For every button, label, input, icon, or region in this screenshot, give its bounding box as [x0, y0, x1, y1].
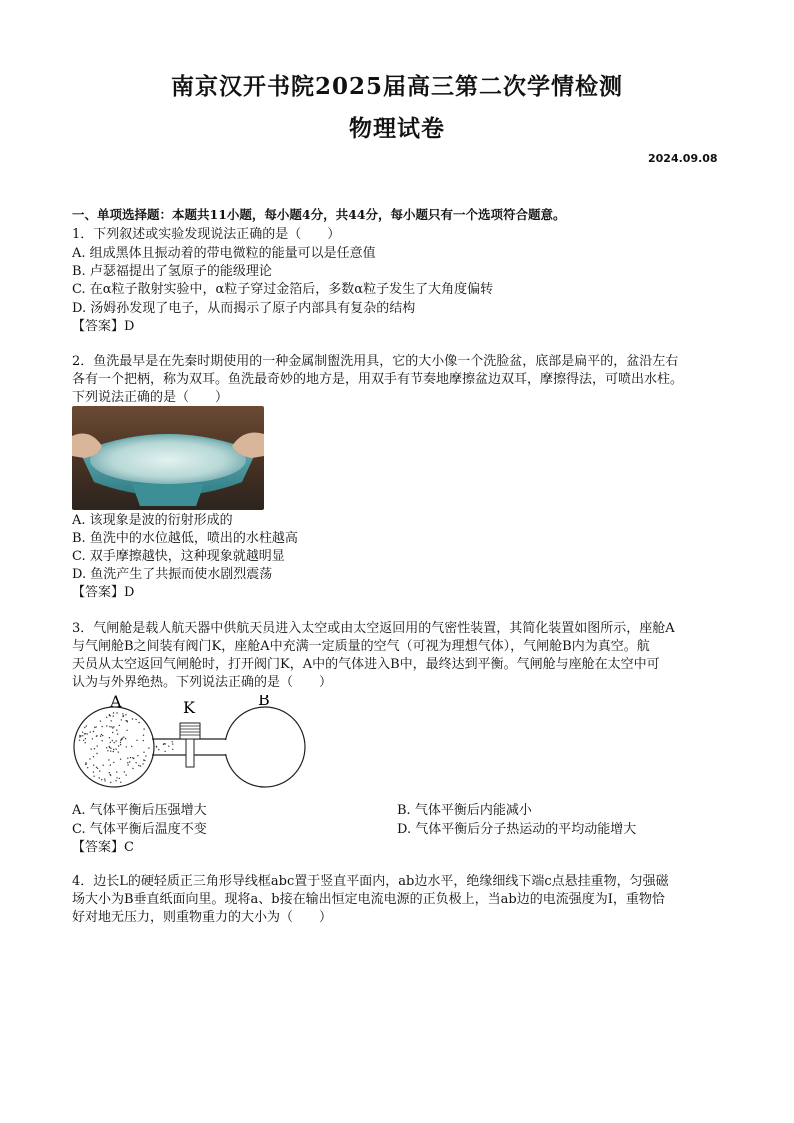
gas-particle	[92, 738, 93, 739]
gas-particle	[110, 782, 111, 783]
q2-stem-line-2: 各有一个把柄，称为双耳。鱼洗最奇妙的地方是，用双手有节奏地摩擦盆边双耳，摩擦得法，可喷出水柱。	[72, 372, 684, 387]
gas-particle	[143, 740, 144, 741]
gas-particle	[140, 765, 141, 766]
gas-particle	[120, 744, 121, 745]
gas-particle	[119, 778, 120, 779]
gas-particle	[85, 738, 86, 739]
gas-particle	[82, 735, 83, 736]
gas-particle	[116, 712, 117, 713]
gas-particle	[82, 732, 83, 733]
gas-particle	[104, 778, 105, 779]
gas-particle	[109, 737, 110, 738]
q2-option-b: B. 鱼洗中的水位越低，喷出的水柱越高	[72, 531, 298, 546]
gas-particle	[118, 745, 119, 746]
chamber-a	[74, 707, 154, 787]
gas-particle	[84, 727, 85, 728]
q3-stem-line-4: 认为与外界绝热。下列说法正确的是（ ）	[72, 675, 333, 690]
q2-option-a: A. 该现象是波的衍射形成的	[72, 513, 233, 528]
gas-particle	[122, 713, 123, 714]
gas-particle	[79, 735, 80, 736]
gas-particle	[109, 746, 110, 747]
gas-particle	[106, 717, 107, 718]
airlock-diagram	[72, 695, 312, 805]
gas-particle	[109, 726, 110, 727]
gas-particle	[163, 744, 164, 745]
gas-particle	[99, 770, 100, 771]
q3-stem-line-1: 3．气闸舱是载人航天器中供航天员进入太空或由太空返回用的气密性装置，其简化装置如图所示，座舱A	[72, 621, 675, 636]
gas-particle	[97, 768, 98, 769]
gas-particle	[122, 738, 123, 739]
gas-particle	[127, 721, 128, 722]
gas-particle	[101, 734, 102, 735]
gas-particle	[125, 714, 126, 715]
gas-particle	[100, 736, 101, 737]
gas-particle	[113, 715, 114, 716]
gas-particle	[99, 777, 100, 778]
gas-particle	[132, 768, 133, 769]
label-a: A	[110, 695, 122, 711]
gas-particle	[112, 740, 113, 741]
gas-particle	[118, 751, 119, 752]
gas-particle	[111, 720, 112, 721]
gas-particle	[120, 759, 121, 760]
airlock-figure	[72, 695, 312, 805]
gas-particle	[106, 747, 107, 748]
q1-answer: 【答案】D	[72, 319, 135, 334]
gas-particle	[101, 779, 102, 780]
gas-particle	[84, 733, 85, 734]
gas-particle	[172, 741, 173, 742]
q4-stem-line-1: 4．边长L的硬轻质正三角形导线框abc置于竖直平面内，ab边水平，绝缘细线下端c点悬挂重物，匀强磁	[72, 874, 669, 889]
gas-particle	[96, 753, 97, 754]
gas-particle	[115, 748, 116, 749]
gas-particle	[138, 722, 139, 723]
exam-title: 南京汉开书院2025届高三第二次学情检测	[170, 73, 623, 100]
gas-particle	[93, 756, 94, 757]
gas-particle	[148, 747, 149, 748]
gas-particle	[113, 762, 114, 763]
gas-particle	[129, 761, 130, 762]
section-heading: 一、单项选择题：本题共11小题，每小题4分，共44分，每小题只有一个选项符合题意。	[72, 207, 566, 222]
gas-particle	[87, 767, 88, 768]
gas-particle	[87, 733, 88, 734]
q2-option-c: C. 双手摩擦越快，这种现象就越明显	[72, 549, 285, 564]
gas-particle	[96, 735, 97, 736]
gas-particle	[144, 760, 145, 761]
gas-particle	[83, 740, 84, 741]
gas-particle	[116, 777, 117, 778]
q2-stem-line-3: 下列说法正确的是（ ）	[72, 390, 229, 405]
gas-particle	[122, 716, 123, 717]
gas-particle	[143, 752, 144, 753]
fish-basin-illustration	[72, 406, 264, 510]
gas-particle	[158, 749, 159, 750]
gas-particle	[97, 745, 98, 746]
gas-particle	[102, 735, 103, 736]
gas-particle	[94, 748, 95, 749]
label-k: K	[183, 698, 195, 717]
q2-stem-line-1: 2．鱼洗最早是在先秦时期使用的一种金属制盥洗用具，它的大小像一个洗脸盆，底部是扁平的，盆沿左右	[72, 354, 679, 369]
gas-particle	[156, 746, 157, 747]
gas-particle	[127, 762, 128, 763]
gas-particle	[119, 725, 120, 726]
gas-particle	[136, 740, 137, 741]
gas-particle	[110, 765, 111, 766]
gas-particle	[126, 774, 127, 775]
q4-stem-line-2: 场大小为B垂直纸面向里。现将a、b接在输出恒定电流电源的正负极上，当ab边的电流强度为I，重物恰	[72, 892, 665, 907]
gas-particle	[164, 751, 165, 752]
gas-particle	[93, 771, 94, 772]
gas-particle	[172, 743, 173, 744]
gas-particle	[109, 772, 110, 773]
gas-particle	[106, 725, 107, 726]
q3-answer: 【答案】C	[72, 840, 134, 855]
gas-particle	[138, 765, 139, 766]
gas-particle	[115, 740, 116, 741]
gas-particle	[108, 759, 109, 760]
q3-stem-line-2: 与气闸舱B之间装有阀门K，座舱A中充满一定质量的空气（可视为理想气体），气闸舱B内为真空。航	[72, 639, 650, 654]
exam-date: 2024.09.08	[648, 152, 718, 165]
gas-particle	[145, 755, 146, 756]
q4-stem-line-3: 好对地无压力，则重物重力的大小为（ ）	[72, 910, 333, 925]
gas-particle	[113, 749, 114, 750]
gas-particle	[96, 767, 97, 768]
q3-option-a: A. 气体平衡后压强增大	[72, 803, 207, 818]
q3-option-c: C. 气体平衡后温度不变	[72, 822, 207, 837]
gas-particle	[90, 731, 91, 732]
gas-particle	[109, 715, 110, 716]
q2-option-d: D. 鱼洗产生了共振而使水剧烈震荡	[72, 567, 273, 582]
gas-particle	[89, 758, 90, 759]
gas-particle	[93, 731, 94, 732]
gas-particle	[143, 728, 144, 729]
gas-particle	[113, 726, 114, 727]
label-b: B	[258, 695, 270, 709]
gas-particle	[137, 755, 138, 756]
q3-stem-line-3: 天员从太空返回气闸舱时，打开阀门K，A中的气体进入B中，最终达到平衡。气闸舱与座舱在太空中可	[72, 657, 660, 672]
q2-answer: 【答案】D	[72, 585, 135, 600]
gas-particle	[143, 735, 144, 736]
gas-particle	[86, 725, 87, 726]
gas-particle	[103, 765, 104, 766]
gas-particle	[110, 742, 111, 743]
gas-particle	[115, 780, 116, 781]
gas-particle	[102, 726, 103, 727]
gas-particle	[100, 720, 101, 721]
gas-particle	[143, 759, 144, 760]
gas-particle	[135, 719, 136, 720]
gas-particle	[112, 727, 113, 728]
gas-particle	[116, 730, 117, 731]
q3-option-b: B. 气体平衡后内能减小	[397, 803, 532, 818]
gas-particle	[91, 748, 92, 749]
gas-particle	[126, 746, 127, 747]
gas-particle	[153, 746, 154, 747]
gas-particle	[125, 738, 126, 739]
gas-particle	[85, 742, 86, 743]
gas-particle	[121, 719, 122, 720]
gas-particle	[130, 757, 131, 758]
gas-particle	[116, 771, 117, 772]
exam-subtitle: 物理试卷	[349, 115, 445, 142]
valve-stem	[186, 739, 194, 767]
gas-particle	[113, 712, 114, 713]
gas-particle	[132, 757, 133, 758]
q1-option-d: D. 汤姆孙发现了电子，从而揭示了原子内部具有复杂的结构	[72, 301, 416, 316]
gas-particle	[79, 740, 80, 741]
gas-particle	[93, 765, 94, 766]
gas-particle	[111, 726, 112, 727]
gas-particle	[124, 771, 125, 772]
chamber-b	[225, 707, 305, 787]
gas-particle	[110, 750, 111, 751]
gas-particle	[125, 720, 126, 721]
gas-particle	[93, 776, 94, 777]
gas-particle	[123, 737, 124, 738]
q1-option-c: C. 在α粒子散射实验中，α粒子穿过金箔后，多数α粒子发生了大角度偏转	[72, 282, 494, 297]
gas-particle	[142, 763, 143, 764]
gas-particle	[85, 762, 86, 763]
gas-particle	[127, 758, 128, 759]
gas-particle	[127, 764, 128, 765]
gas-particle	[79, 736, 80, 737]
gas-particle	[135, 762, 136, 763]
q3-option-d: D. 气体平衡后分子热运动的平均动能增大	[397, 822, 637, 837]
gas-particle	[168, 746, 169, 747]
gas-particle	[110, 748, 111, 749]
gas-particle	[94, 727, 95, 728]
gas-particle	[131, 746, 132, 747]
gas-particle	[107, 750, 108, 751]
gas-particle	[102, 740, 103, 741]
gas-particle	[117, 733, 118, 734]
gas-particle	[104, 780, 105, 781]
valve-k	[180, 723, 200, 739]
fish-basin-photo	[72, 406, 264, 510]
gas-particle	[120, 782, 121, 783]
gas-particle	[114, 742, 115, 743]
gas-particle	[112, 732, 113, 733]
q1-option-a: A. 组成黑体且振动着的带电微粒的能量可以是任意值	[72, 246, 376, 261]
gas-particle	[113, 751, 114, 752]
gas-particle	[120, 742, 121, 743]
gas-particle	[95, 726, 96, 727]
gas-particle	[110, 774, 111, 775]
gas-particle	[132, 718, 133, 719]
q1-stem: 1．下列叙述或实验发现说法正确的是（ ）	[72, 227, 341, 242]
gas-particle	[172, 749, 173, 750]
q1-option-b: B. 卢瑟福提出了氢原子的能级理论	[72, 264, 272, 279]
gas-particle	[126, 730, 127, 731]
